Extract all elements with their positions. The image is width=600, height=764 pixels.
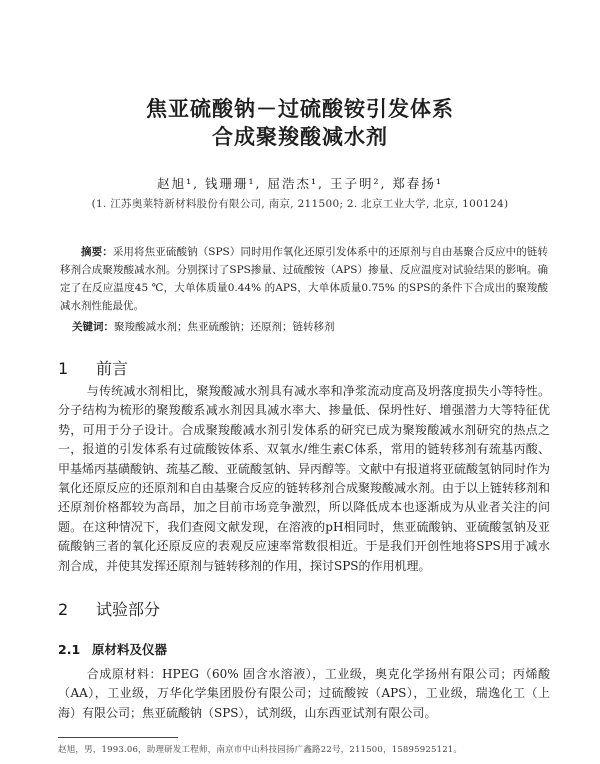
paper-title-line1: 焦亚硫酸钠－过硫酸铵引发体系 <box>146 97 454 121</box>
section-title: 前言 <box>96 359 129 378</box>
footnote-divider <box>58 737 178 738</box>
section-heading-1 <box>58 356 128 379</box>
section-number: 2 <box>58 600 69 619</box>
subsection-number: 2.1 <box>58 642 81 657</box>
section-heading-2 <box>58 597 160 620</box>
author-list: 赵旭¹, 钱珊珊¹, 屈浩杰¹, 王子明², 郑春扬¹ <box>157 176 443 191</box>
keywords-label: 关键词： <box>72 321 114 333</box>
keywords <box>72 318 548 336</box>
subsection-heading <box>58 640 167 658</box>
footnote: 赵旭，男，1993.06，助理研发工程师，南京市中山科技园扬广鑫路22号，211500，15895925121。 <box>58 745 463 755</box>
abstract-label: 摘要： <box>81 246 113 258</box>
section-number: 1 <box>58 359 69 378</box>
subsection-title: 原材料及仪器 <box>92 642 168 657</box>
abstract-text: 采用将焦亚硫酸钠（SPS）同时用作氧化还原引发体系中的还原剂与自由基聚合反应中的链转移剂合成聚羧酸减水剂。分别探讨了SPS掺量、过硫酸铵（APS）掺量、反应温度对试验结果的影响。确定了在反应温度45 ℃，大单体质量0.44% 的APS，大单体质量0.75% 的SPS的条件下合成出的聚羧酸减水剂性能最优。 <box>60 246 548 312</box>
paper-title-line2: 合成聚羧酸减水剂 <box>212 125 388 149</box>
subsection-paragraph: 合成原材料：HPEG（60% 固含水溶液），工业级，奥克化学扬州有限公司；丙烯酸（AA），工业级，万华化学集团股份有限公司；过硫酸铵（APS），工业级，瑞逸化工（上海）有限公司；焦亚硫酸钠（SPS），试剂级，山东西亚试剂有限公司。 <box>58 667 550 720</box>
affiliation: (1. 江苏奥莱特新材料股份有限公司, 南京, 211500; 2. 北京工业大学, 北京, 100124) <box>91 198 509 210</box>
keywords-text: 聚羧酸减水剂；焦亚硫酸钠；还原剂；链转移剂 <box>114 321 335 333</box>
section-title: 试验部分 <box>96 600 161 619</box>
section1-paragraph: 与传统减水剂相比，聚羧酸减水剂具有减水率和净浆流动度高及坍落度损失小等特性。分子结构为梳形的聚羧酸系减水剂因具减水率大、掺量低、保坍性好、增强潜力大等特征优势，可用于分子设计。合成聚羧酸减水剂引发体系的研究已成为聚羧酸减水剂研究的热点之一，报道的引发体系有过硫酸铵体系、双氧水/维生素C体系，常用的链转移剂有巯基丙酸、甲基烯丙基磺酸钠、巯基乙酸、亚硫酸氢钠、异丙醇等。文献中有报道将亚硫酸氢钠同时作为氧化还原反应的还原剂和自由基聚合反应的链转移剂合成聚羧酸减水剂。由于以上链转移剂和还原剂价格都较为高昂，加之目前市场竞争激烈，所以降低成本也逐渐成为从业者关注的问题。在这种情况下，我们查阅文献发现，在溶液的pH相同时，焦亚硫酸钠、亚硫酸氢钠及亚硫酸钠三者的氧化还原反应的表观反应速率常数很相近。于是我们开创性地将SPS用于减水剂合成，并使其发挥还原剂与链转移剂的作用，探讨SPS的作用机理。 <box>58 384 551 573</box>
abstract <box>60 243 548 315</box>
